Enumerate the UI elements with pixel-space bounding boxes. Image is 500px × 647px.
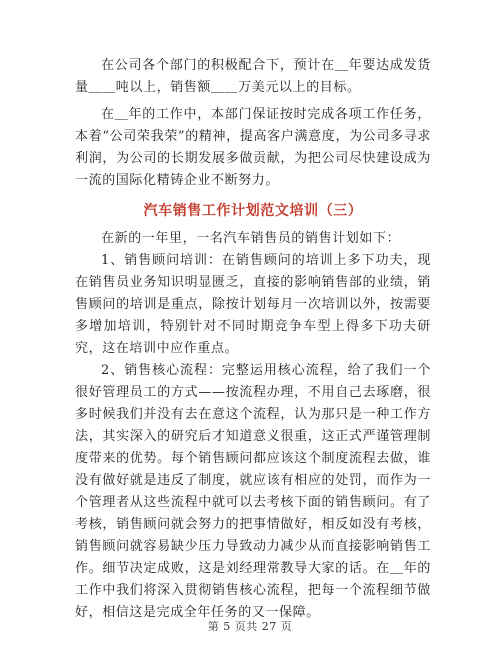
section-title: 汽车销售工作计划范文培训（三）	[143, 203, 363, 219]
paragraph: 在＿年的工作中，本部门保证按时完成各项工作任务，本着“公司荣我荣”的精神，提高客户满意度，为公司多寻求利润，为公司的长期发展多做贡献，为把公司尽快建设成为一流的国际化精铸企业不断努力。	[75, 107, 431, 188]
paragraph: 1、销售顾问培训：在销售顾问的培训上多下功夫，现在销售员业务知识明显匮乏，直接的影响销售部的业绩，销售顾问的培训是重点，除按计划每月一次培训以外，按需要多增加培训，特别针对不同时期竞争车型上得多下功夫研究，这在培训中应作重点。	[75, 253, 431, 356]
document-page	[75, 55, 431, 624]
paragraph: 在公司各个部门的积极配合下，预计在＿年要达成发货量＿＿吨以上，销售额＿＿万美元以上的目标。	[75, 58, 431, 95]
paragraph: 2、销售核心流程：完整运用核心流程，给了我们一个很好管理员工的方式——按流程办理，不用自己去琢磨，很多时候我们并没有去在意这个流程，认为那只是一种工作方法，其实深入的研究后才知道意义很重，这正式严谨管理制度带来的优势。每个销售顾问都应该这个制度流程去做，谁没有做好就是违反了制度，就应该有相应的处罚，而作为一个管理者从这些流程中就可以去考核下面的销售顾问。有了考核，销售顾问就会努力的把事情做好，相反如没有考核，销售顾问就容易缺少压力导致动力减少从而直接影响销售工作。细节决定成败，这是刘经理常教导大家的话。在＿年的工作中我们将深入贯彻销售核心流程，把每一个流程细节做好，相信这是完成全年任务的又一保障。	[75, 363, 431, 620]
page-footer: 第 5 页共 27 页	[207, 620, 293, 633]
paragraph: 在新的一年里，一名汽车销售员的销售计划如下：	[101, 231, 401, 246]
